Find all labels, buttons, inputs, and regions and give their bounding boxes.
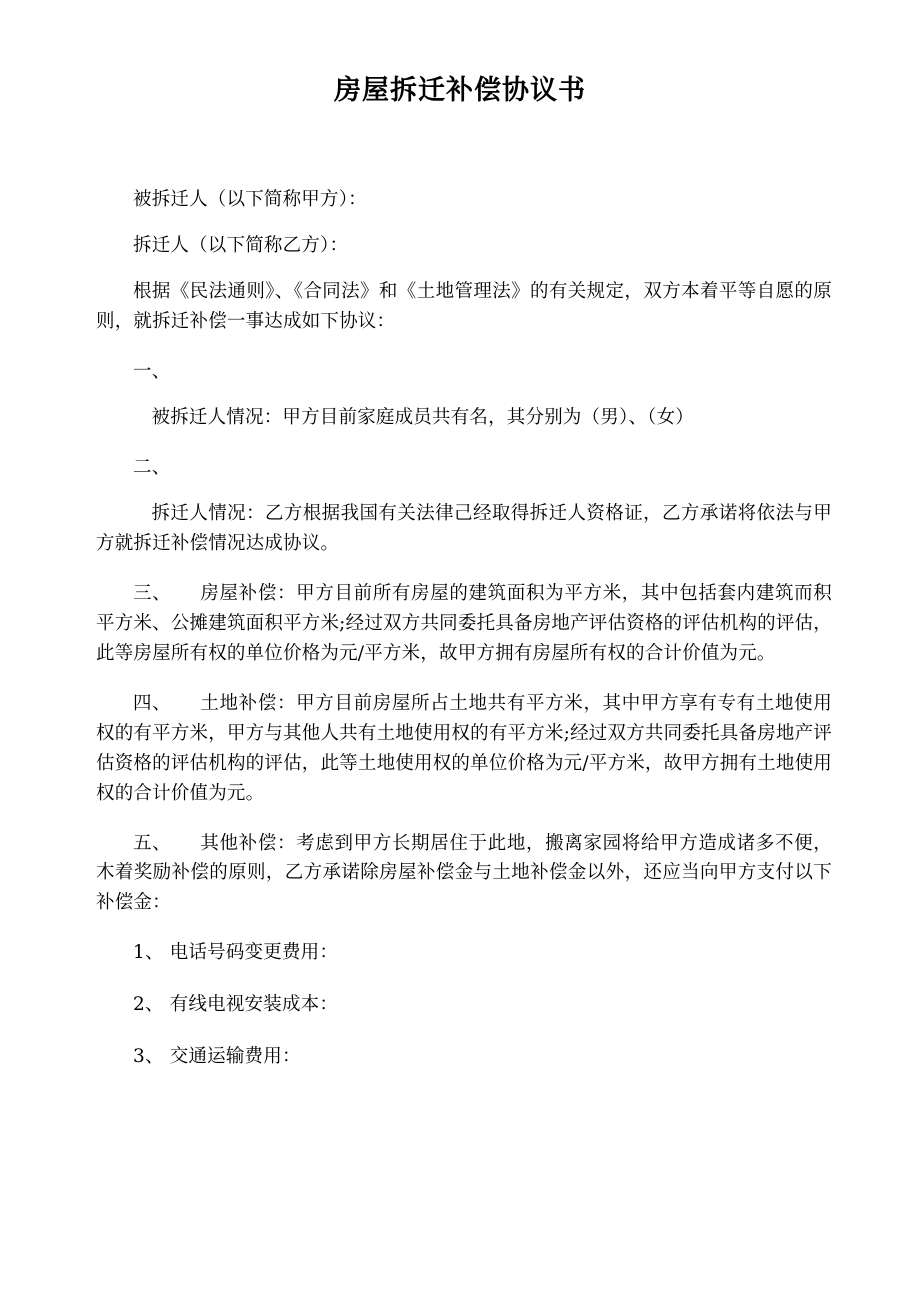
clause-2-body: 拆迁人情况：乙方根据我国有关法律己经取得拆迁人资格证，乙方承诺将依法与甲方就拆迁补偿情况达成协议。 <box>96 502 832 554</box>
list-item-cable-tv-installation-cost: 2、 有线电视安装成本： <box>133 994 339 1016</box>
clause-1-heading: 一、 <box>133 360 171 382</box>
list-item-transportation-fee: 3、 交通运输费用： <box>133 1046 301 1068</box>
clause-2-heading: 二、 <box>133 456 171 478</box>
clause-1-body: 被拆迁人情况：甲方目前家庭成员共有名，其分别为（男）、（女） <box>151 406 695 428</box>
paragraph-preamble: 根据《民法通则》、《合同法》和《土地管理法》的有关规定，双方本着平等自愿的原则，就拆迁补偿一事达成如下协议： <box>96 280 832 332</box>
clause-3-housing-compensation: 三、 房屋补偿：甲方目前所有房屋的建筑面积为平方米，其中包括套内建筑而积平方米、公摊建筑面积平方米;经过双方共同委托具备房地产评估资格的评估机构的评估，此等房屋所有权的单位价格为元/平方米，故甲方拥有房屋所有权的合计价值为元。 <box>96 582 832 664</box>
clause-5-other-compensation: 五、 其他补偿：考虑到甲方长期居住于此地，搬离家园将给甲方造成诸多不便，木着奖励补偿的原则，乙方承诺除房屋补偿金与土地补偿金以外，还应当向甲方支付以下补偿金： <box>96 832 832 914</box>
page-title: 房屋拆迁补偿协议书 <box>334 75 586 106</box>
clause-4-land-compensation: 四、 土地补偿：甲方目前房屋所占土地共有平方米，其中甲方享有专有土地使用权的有平方米，甲方与其他人共有土地使用权的有平方米;经过双方共同委托具备房地产评估资格的评估机构的评估，此等土地使用权的单位价格为元/平方米，故甲方拥有土地使用权的合计价值为元。 <box>96 692 832 804</box>
paragraph-party-a: 被拆迁人（以下简称甲方）： <box>133 189 367 210</box>
document-body <box>0 185 920 1072</box>
paragraph-party-b: 拆迁人（以下简称乙方）： <box>133 234 349 256</box>
list-item-phone-number-change-fee: 1、 电话号码变更费用： <box>133 942 339 964</box>
